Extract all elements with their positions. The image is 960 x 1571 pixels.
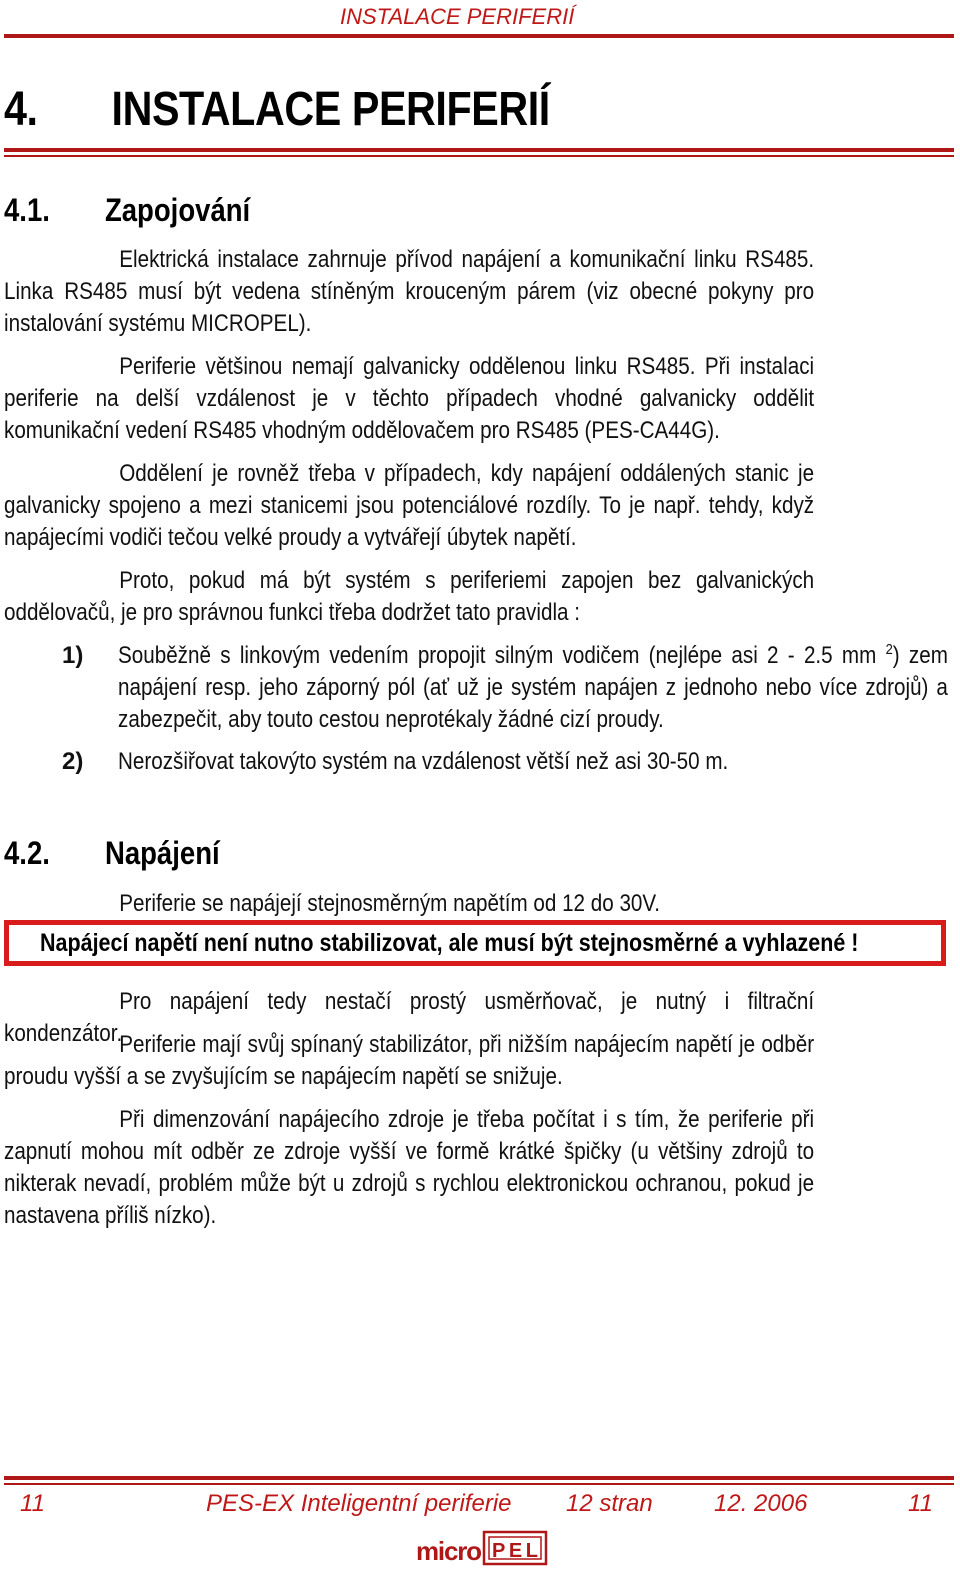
paragraph: [4, 244, 814, 340]
chapter-rule-top: [4, 148, 954, 152]
paragraph-text: Periferie většinou nemají galvanicky oddělenou linku RS485. Při instalaci periferie na delší vzdálenost je v těchto případech vhodné galvanicky oddělit komunikační vedení RS485 vhodným oddělovačem pro RS485 (PES-CA44G).: [4, 353, 815, 444]
header-rule: [4, 34, 954, 38]
paragraph-text: Při dimenzování napájecího zdroje je třeba počítat i s tím, že periferie při zapnutí mohou mít odběr ze zdroje vyšší ve formě krátké špičky (u většiny zdrojů to nikterak nevadí, problém může být u zdrojů s rychlou elektronickou ochranou, pokud je nastavena příliš nízko).: [4, 1106, 815, 1229]
paragraph: [4, 1029, 814, 1093]
chapter-number: 4.: [4, 83, 38, 136]
section-heading-zapojovani: [4, 192, 250, 229]
paragraph-text: Elektrická instalace zahrnuje přívod napájení a komunikační linku RS485. Linka RS485 musí být vedena stíněným krouceným párem (viz obecné pokyny pro instalování systému MICROPEL).: [4, 246, 815, 337]
paragraph: [4, 351, 814, 447]
list-number: 2): [62, 748, 84, 775]
footer-page-right: 11: [908, 1490, 933, 1517]
section-number: 4.1.: [4, 192, 50, 228]
section-number: 4.2.: [4, 835, 50, 871]
list-item-text: [118, 640, 948, 736]
list-number: 1): [62, 642, 84, 669]
footer-date: 12. 2006: [714, 1490, 808, 1517]
section-heading-napajeni: [4, 835, 220, 872]
superscript: 2: [885, 641, 893, 658]
footer-doc-title: PES-EX Inteligentní periferie: [206, 1490, 512, 1517]
footer-rule-bottom: [4, 1483, 954, 1485]
running-header: INSTALACE PERIFERIÍ: [340, 4, 575, 29]
chapter-rule-bottom: [4, 155, 954, 157]
paragraph: [4, 888, 814, 920]
footer-page-left: 11: [20, 1490, 45, 1517]
footer-pages: 12 stran: [566, 1490, 653, 1517]
svg-text:micro: micro: [416, 1536, 482, 1566]
warning-text: Napájecí napětí není nutno stabilizovat, ale musí být stejnosměrné a vyhlazené !: [40, 929, 859, 957]
list-item-text-part: Souběžně s linkovým vedením propojit silným vodičem (nejlépe asi 2 - 2.5 mm: [118, 642, 877, 669]
list-item-text-part: ) zem napájení resp. jeho záporný pól (ať už je systém napájen z jednoho nebo více zdrojů) a zabezpečit, aby touto cestou neprotékaly žádné cizí proudy.: [118, 642, 948, 733]
micropel-logo: [416, 1528, 548, 1568]
svg-text:PEL: PEL: [492, 1540, 538, 1562]
paragraph-text: Proto, pokud má být systém s periferiemi zapojen bez galvanických oddělovačů, je pro správnou funkci třeba dodržet tato pravidla :: [4, 567, 815, 626]
paragraph-text: Oddělení je rovněž třeba v případech, kdy napájení oddálených stanic je galvanicky spojeno a mezi stanicemi jsou potenciálové rozdíly. To je např. tehdy, když napájecími vodiči tečou velké proudy a vytvářejí úbytek napětí.: [4, 460, 815, 551]
paragraph-text: Pro napájení tedy nestačí prostý usměrňovač, je nutný i filtrační kondenzátor.: [4, 988, 815, 1047]
section-title: Zapojování: [104, 192, 251, 228]
chapter-heading: [4, 82, 550, 137]
paragraph: [4, 458, 814, 554]
section-title: Napájení: [104, 835, 220, 871]
paragraph: [4, 1104, 814, 1232]
paragraph-text: Periferie se napájejí stejnosměrným napětím od 12 do 30V.: [119, 890, 661, 917]
footer-rule-top: [4, 1476, 954, 1480]
chapter-title: INSTALACE PERIFERIÍ: [111, 83, 550, 136]
list-item-text: Nerozšiřovat takovýto systém na vzdálenost větší než asi 30-50 m.: [118, 748, 729, 775]
paragraph-text: Periferie mají svůj spínaný stabilizátor, při nižším napájecím napětí je odběr proudu vyšší a se zvyšujícím se napájecím napětí se snižuje.: [4, 1031, 815, 1090]
paragraph: [4, 565, 814, 629]
